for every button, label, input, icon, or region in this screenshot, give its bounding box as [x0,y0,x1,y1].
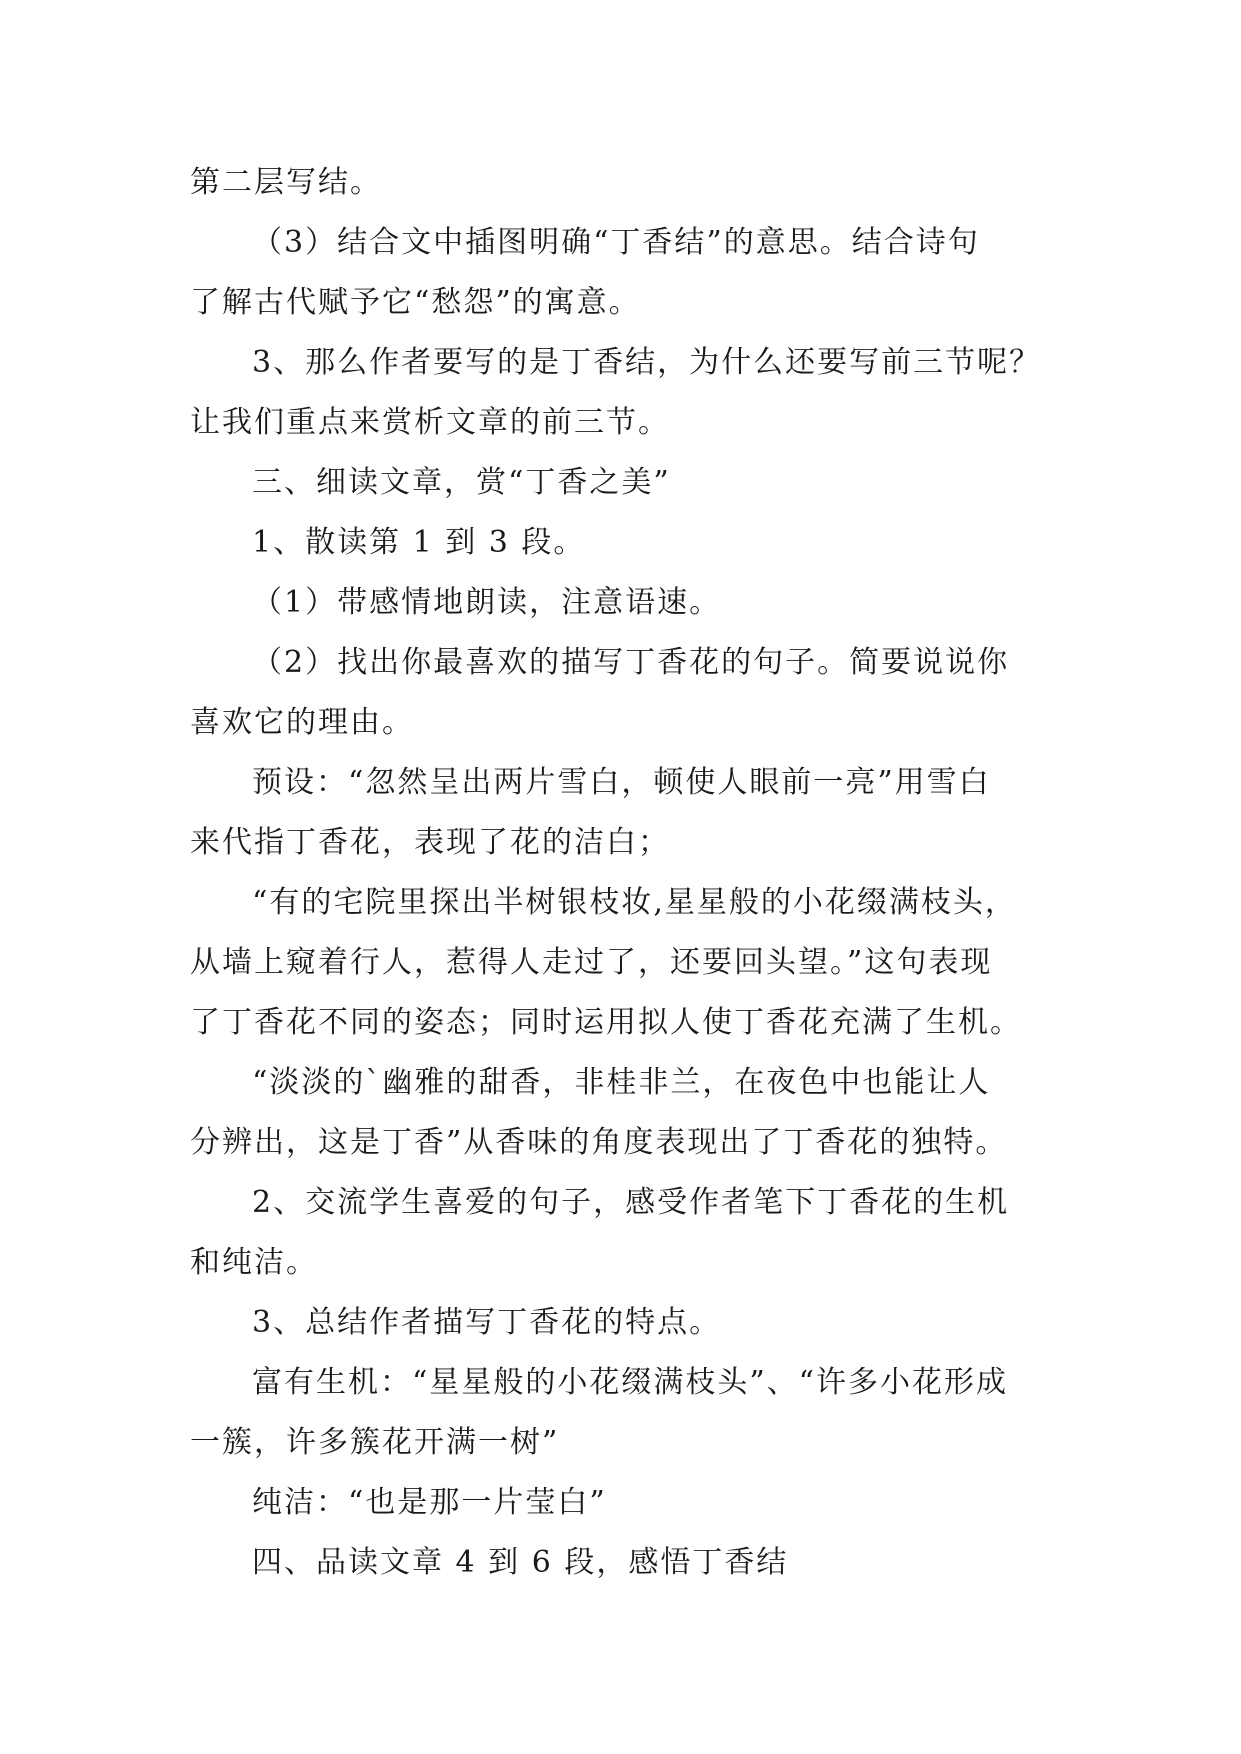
text-line: 1、散读第 1 到 3 段。 [252,525,586,560]
text-line: 2、交流学生喜爱的句子，感受作者笔下丁香花的生机 [252,1185,1010,1220]
document-body [190,153,1070,1593]
text-line: “有的宅院里探出半树银枝妆,星星般的小花缀满枝头， [252,885,1017,920]
text-line: 一簇，许多簇花开满一树” [190,1425,560,1460]
section-heading: 四、品读文章 4 到 6 段，感悟丁香结 [252,1545,789,1580]
text-line: 分辨出，这是丁香”从香味的角度表现出了丁香花的独特。 [190,1125,1008,1160]
text-line: 纯洁：“也是那一片莹白” [252,1485,607,1520]
text-line: 预设：“忽然呈出两片雪白，顿使人眼前一亮”用雪白 [252,765,991,800]
section-heading: 三、细读文章，赏“丁香之美” [252,465,671,500]
text-line: 喜欢它的理由。 [190,705,414,740]
text-line: （2）找出你最喜欢的描写丁香花的句子。简要说说你 [252,645,1010,680]
text-line: 从墙上窥着行人，惹得人走过了，还要回头望。”这句表现 [190,945,993,980]
text-line: 了解古代赋予它“愁怨”的寓意。 [190,285,641,320]
text-line: 了丁香花不同的姿态；同时运用拟人使丁香花充满了生机。 [190,1005,1022,1040]
text-line: 和纯洁。 [190,1245,318,1280]
text-line: “淡淡的`幽雅的甜香，非桂非兰，在夜色中也能让人 [252,1065,991,1100]
text-line: （1）带感情地朗读，注意语速。 [252,585,722,620]
text-line: 让我们重点来赏析文章的前三节。 [190,405,670,440]
text-line: 3、总结作者描写丁香花的特点。 [252,1305,722,1340]
text-line: 富有生机：“星星般的小花缀满枝头”、“许多小花形成 [252,1365,1009,1400]
text-line: 3、那么作者要写的是丁香结，为什么还要写前三节呢？ [252,345,1042,380]
text-line: 第二层写结。 [190,165,382,200]
text-line: （3）结合文中插图明确“丁香结”的意思。结合诗句 [252,225,980,260]
text-line: 来代指丁香花，表现了花的洁白； [190,825,670,860]
